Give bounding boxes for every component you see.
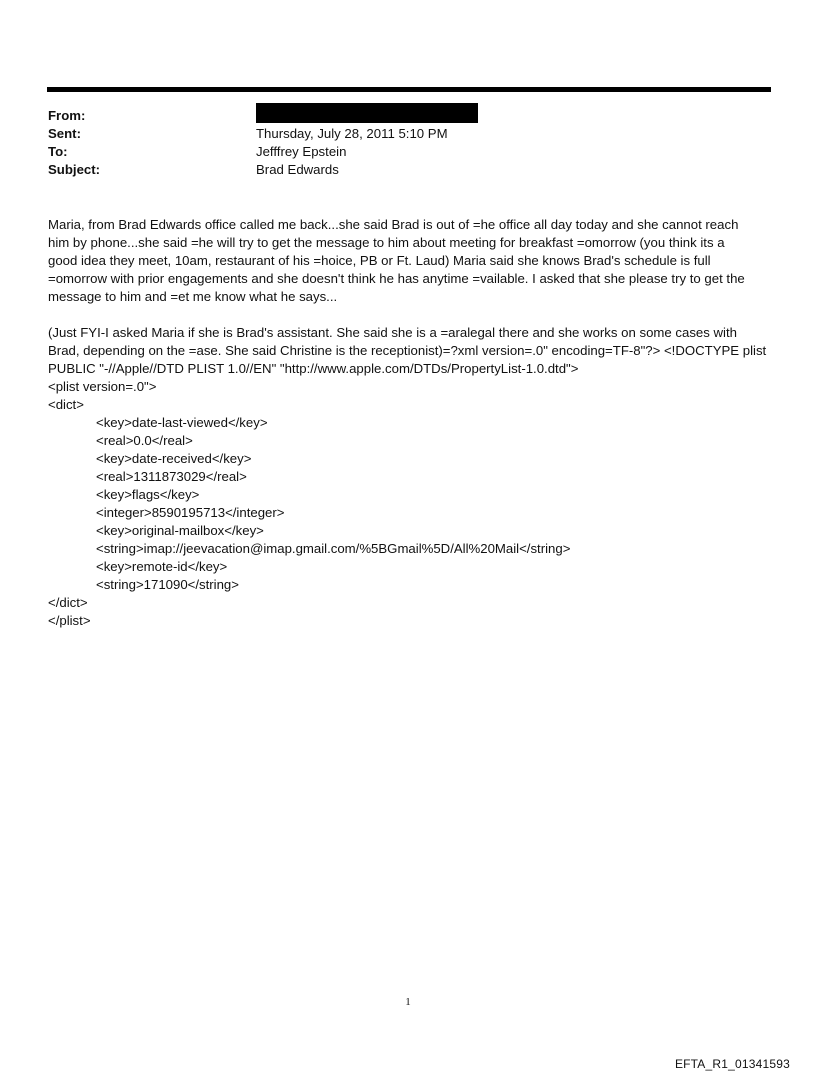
header-divider xyxy=(47,87,771,92)
subject-value: Brad Edwards xyxy=(256,162,339,177)
to-label: To: xyxy=(48,144,68,159)
xml-line: <string>imap://jeevacation@imap.gmail.com/%5BGmail%5D/All%20Mail</string> xyxy=(96,541,571,556)
xml-line: <key>date-received</key> xyxy=(96,451,252,466)
from-value xyxy=(256,107,768,125)
body-paragraph-2: (Just FYI-I asked Maria if she is Brad's assistant. She said she is a =aralegal there and she works on some cases with Brad, depending on the =ase. She said Christine is the receptionist)=?xml version=.0" encoding=TF-8"?> <!DOCTYPE plist PUBLIC "-//Apple//DTD PLIST 1.0//EN" "http://www.apple.com/DTDs/PropertyList-1.0.dtd"> xyxy=(48,325,767,376)
paragraph-gap xyxy=(48,306,772,324)
sent-label: Sent: xyxy=(48,126,81,141)
xml-line: <string>171090</string> xyxy=(96,577,239,592)
xml-line: </plist> xyxy=(48,613,91,628)
xml-line: <key>flags</key> xyxy=(96,487,200,502)
xml-line: <plist version=.0"> xyxy=(48,379,157,394)
subject-label: Subject: xyxy=(48,162,101,177)
xml-line: <real>1311873029</real> xyxy=(96,469,247,484)
from-row xyxy=(48,107,768,125)
xml-line: <key>date-last-viewed</key> xyxy=(96,415,268,430)
email-header xyxy=(48,107,768,179)
sent-value: Thursday, July 28, 2011 5:10 PM xyxy=(256,126,448,141)
to-value: Jefffrey Epstein xyxy=(256,144,347,159)
xml-line: <real>0.0</real> xyxy=(96,433,193,448)
page-number: 1 xyxy=(405,996,411,1008)
email-body xyxy=(48,216,772,630)
subject-row xyxy=(48,161,768,179)
xml-line: <key>original-mailbox</key> xyxy=(96,523,264,538)
xml-line: <key>remote-id</key> xyxy=(96,559,228,574)
sent-row xyxy=(48,125,768,143)
xml-line: <dict> xyxy=(48,397,84,412)
bates-number: EFTA_R1_01341593 xyxy=(674,1057,790,1071)
xml-line: <integer>8590195713</integer> xyxy=(96,505,285,520)
from-label: From: xyxy=(48,108,86,123)
body-paragraph-1: Maria, from Brad Edwards office called me back...she said Brad is out of =he office all day today and she cannot reach him by phone...she said =he will try to get the message to him about meeting for breakfast =omorrow (you think its a good idea they meet, 10am, restaurant of his =hoice, PB or Ft. Laud) Maria said she knows Brad's schedule is full =omorrow with prior engagements and she doesn't think he has anytime =vailable. I asked that she please try to get the message to him and =et me know what he says... xyxy=(48,217,745,304)
redaction-bar xyxy=(256,103,478,123)
to-row xyxy=(48,143,768,161)
xml-line: </dict> xyxy=(48,595,88,610)
